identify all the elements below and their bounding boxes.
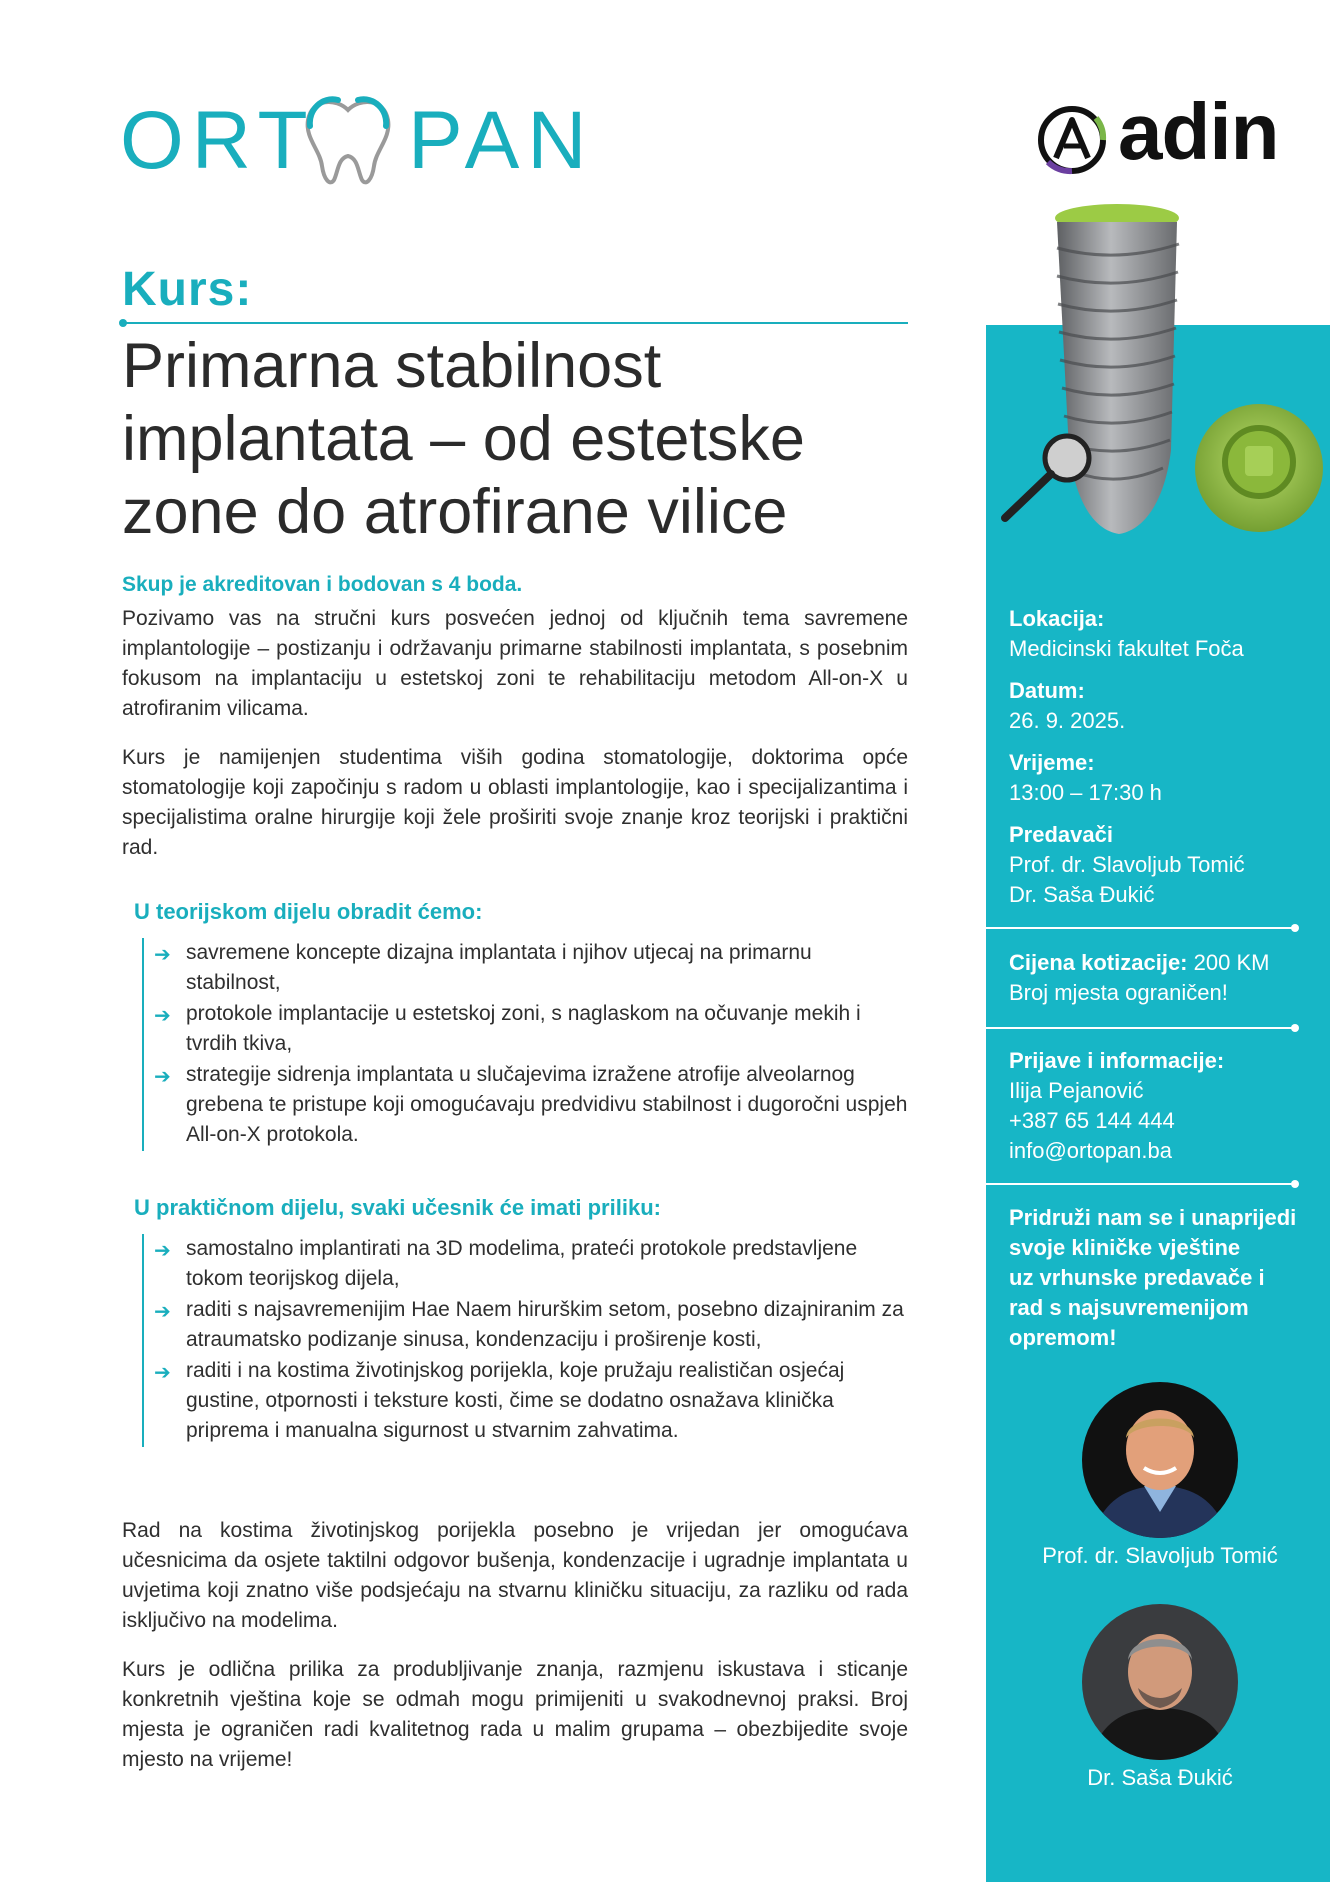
adin-mark-icon: [1036, 104, 1108, 176]
arrow-right-icon: ➔: [154, 1005, 171, 1027]
adin-logo-text: adin: [1118, 87, 1279, 176]
ortopan-logo-text-right: PAN: [408, 95, 595, 186]
contact-block: [1009, 1046, 1224, 1166]
sidebar-divider: [986, 1183, 1296, 1185]
avatar-icon: [1082, 1604, 1238, 1760]
sidebar-divider: [986, 1027, 1296, 1029]
list-item-text: protokole implantacije u estetskoj zoni, s naglaskom na očuvanje mekih i tvrdih tkiva,: [186, 1002, 861, 1055]
adin-logo: [1036, 87, 1286, 180]
arrow-right-icon: ➔: [154, 1301, 171, 1323]
seats-note: Broj mjesta ograničen!: [1009, 980, 1228, 1005]
contact-phone[interactable]: +387 65 144 444: [1009, 1108, 1175, 1133]
practice-heading: U praktičnom dijelu, svaki učesnik će imati priliku:: [134, 1195, 661, 1220]
contact-name: Ilija Pejanović: [1009, 1078, 1144, 1103]
call-to-action: [1009, 1203, 1309, 1353]
course-label: Kurs:: [122, 263, 253, 316]
list-item-text: savremene koncepte dizajna implantata i njihov utjecaj na primarnu stabilnost,: [186, 941, 812, 994]
tooth-icon: [298, 92, 398, 188]
arrow-right-icon: ➔: [154, 1240, 171, 1262]
location-label: Lokacija:: [1009, 606, 1105, 631]
fee-value: 200 KM: [1193, 950, 1270, 975]
list-item: [144, 1356, 910, 1446]
time-block: [1009, 748, 1162, 808]
list-item-text: raditi s najsavremenijim Hae Naem hirurškim setom, posebno dizajniranim za atraumatsko podizanje sinusa, kondenzaciju i proširenje kosti,: [186, 1298, 904, 1351]
lecturers-block: [1009, 820, 1245, 910]
time-value: 13:00 – 17:30 h: [1009, 780, 1162, 805]
intro-paragraph: Kurs je namijenjen studentima viših godina stomatologije, doktorima opće stomatologije koji započinju s radom u oblasti implantologije, kao i specijalizantima i specijalistima oralne hirurgije koji žele proširiti svoje znanje kroz teorijski i praktični rad.: [122, 746, 908, 859]
cta-line: Pridruži nam se i unaprijedi: [1009, 1205, 1297, 1230]
contact-email[interactable]: info@ortopan.ba: [1009, 1138, 1173, 1163]
accreditation-note: Skup je akreditovan i bodovan s 4 boda.: [122, 573, 523, 596]
lecturer-name: Prof. dr. Slavoljub Tomić: [1009, 852, 1245, 877]
title-line: Primarna stabilnost: [122, 331, 662, 401]
date-value: 26. 9. 2025.: [1009, 708, 1126, 733]
date-block: [1009, 676, 1125, 736]
closing-paragraph: Kurs je odlična prilika za produbljivanje znanja, razmjenu iskustava i sticanje konkretnih vještina koje se odmah mogu primijeniti u svakodnevnoj praksi. Broj mjesta je ograničen radi kvalitetnog rada u malim grupama – obezbijedite svoje mjesto na vrijeme!: [122, 1658, 908, 1771]
list-item: [144, 999, 910, 1059]
avatar-icon: [1082, 1382, 1238, 1538]
closing-paragraph: Rad na kostima životinjskog porijekla posebno je vrijedan jer omogućava učesnicima da osjete taktilni odgovor bušenja, kondenzacije i ugradnje implantata u uvjetima koji znatno više podsjećaju na stvarnu kliničku situaciju, za razliku od rada isključivo na modelima.: [122, 1519, 908, 1632]
fee-block: [1009, 948, 1269, 1008]
ortopan-logo: [120, 92, 595, 192]
contact-label: Prijave i informacije:: [1009, 1048, 1225, 1073]
speaker-1-name: Prof. dr. Slavoljub Tomić: [1042, 1543, 1278, 1568]
arrow-right-icon: ➔: [154, 1362, 171, 1384]
list-item: [144, 1295, 910, 1355]
cta-line: rad s najsuvremenijom: [1009, 1295, 1249, 1320]
ortopan-logo-text-left: ORT: [120, 95, 316, 186]
theory-list: [142, 938, 910, 1151]
lecturers-label: Predavači: [1009, 822, 1113, 847]
title-line: implantata – od estetske: [122, 404, 805, 474]
title-line: zone do atrofirane vilice: [122, 477, 788, 547]
arrow-right-icon: ➔: [154, 944, 171, 966]
list-item-text: samostalno implantirati na 3D modelima, prateći protokole predstavljene tokom teorijskog dijela,: [186, 1237, 858, 1290]
time-label: Vrijeme:: [1009, 750, 1095, 775]
speaker-2-name: Dr. Saša Đukić: [1087, 1765, 1233, 1790]
date-label: Datum:: [1009, 678, 1085, 703]
list-item: [144, 1060, 910, 1150]
list-item-text: strategije sidrenja implantata u slučajevima izražene atrofije alveolarnog grebena te pristupe koji omogućavaju predvidivu stabilnost i dugoročni uspjeh All-on-X protokola.: [186, 1063, 908, 1146]
page-title: [122, 330, 942, 549]
implant-illustration: [995, 200, 1330, 590]
location-block: [1009, 604, 1244, 664]
theory-heading: U teorijskom dijelu obradit ćemo:: [134, 899, 483, 924]
sidebar-divider: [986, 927, 1296, 929]
location-value: Medicinski fakultet Foča: [1009, 636, 1244, 661]
speaker-2-photo: [1082, 1604, 1238, 1760]
cta-line: uz vrhunske predavače i: [1009, 1265, 1265, 1290]
practice-list: [142, 1234, 910, 1447]
list-item-text: raditi i na kostima životinjskog porijekla, koje pružaju realističan osjećaj gustine, otpornosti i teksture kosti, čime se dodatno osnažava klinička priprema i manualna sigurnost u stvarnim zahvatima.: [186, 1359, 845, 1442]
intro-paragraph: Pozivamo vas na stručni kurs posvećen jednoj od ključnih tema savremene implantologije – postizanju i održavanju primarne stabilnosti implantata, s posebnim fokusom na implantaciju u estetskoj zoni te rehabilitaciju metodom All-on-X u atrofiranim vilicama.: [122, 607, 908, 720]
lecturer-name: Dr. Saša Đukić: [1009, 882, 1155, 907]
title-divider: [122, 322, 908, 324]
list-item: [144, 1234, 910, 1294]
list-item: [144, 938, 910, 998]
cta-line: svoje kliničke vještine: [1009, 1235, 1241, 1260]
cta-line: opremom!: [1009, 1325, 1117, 1350]
fee-label: Cijena kotizacije:: [1009, 950, 1188, 975]
speaker-1-photo: [1082, 1382, 1238, 1538]
arrow-right-icon: ➔: [154, 1066, 171, 1088]
